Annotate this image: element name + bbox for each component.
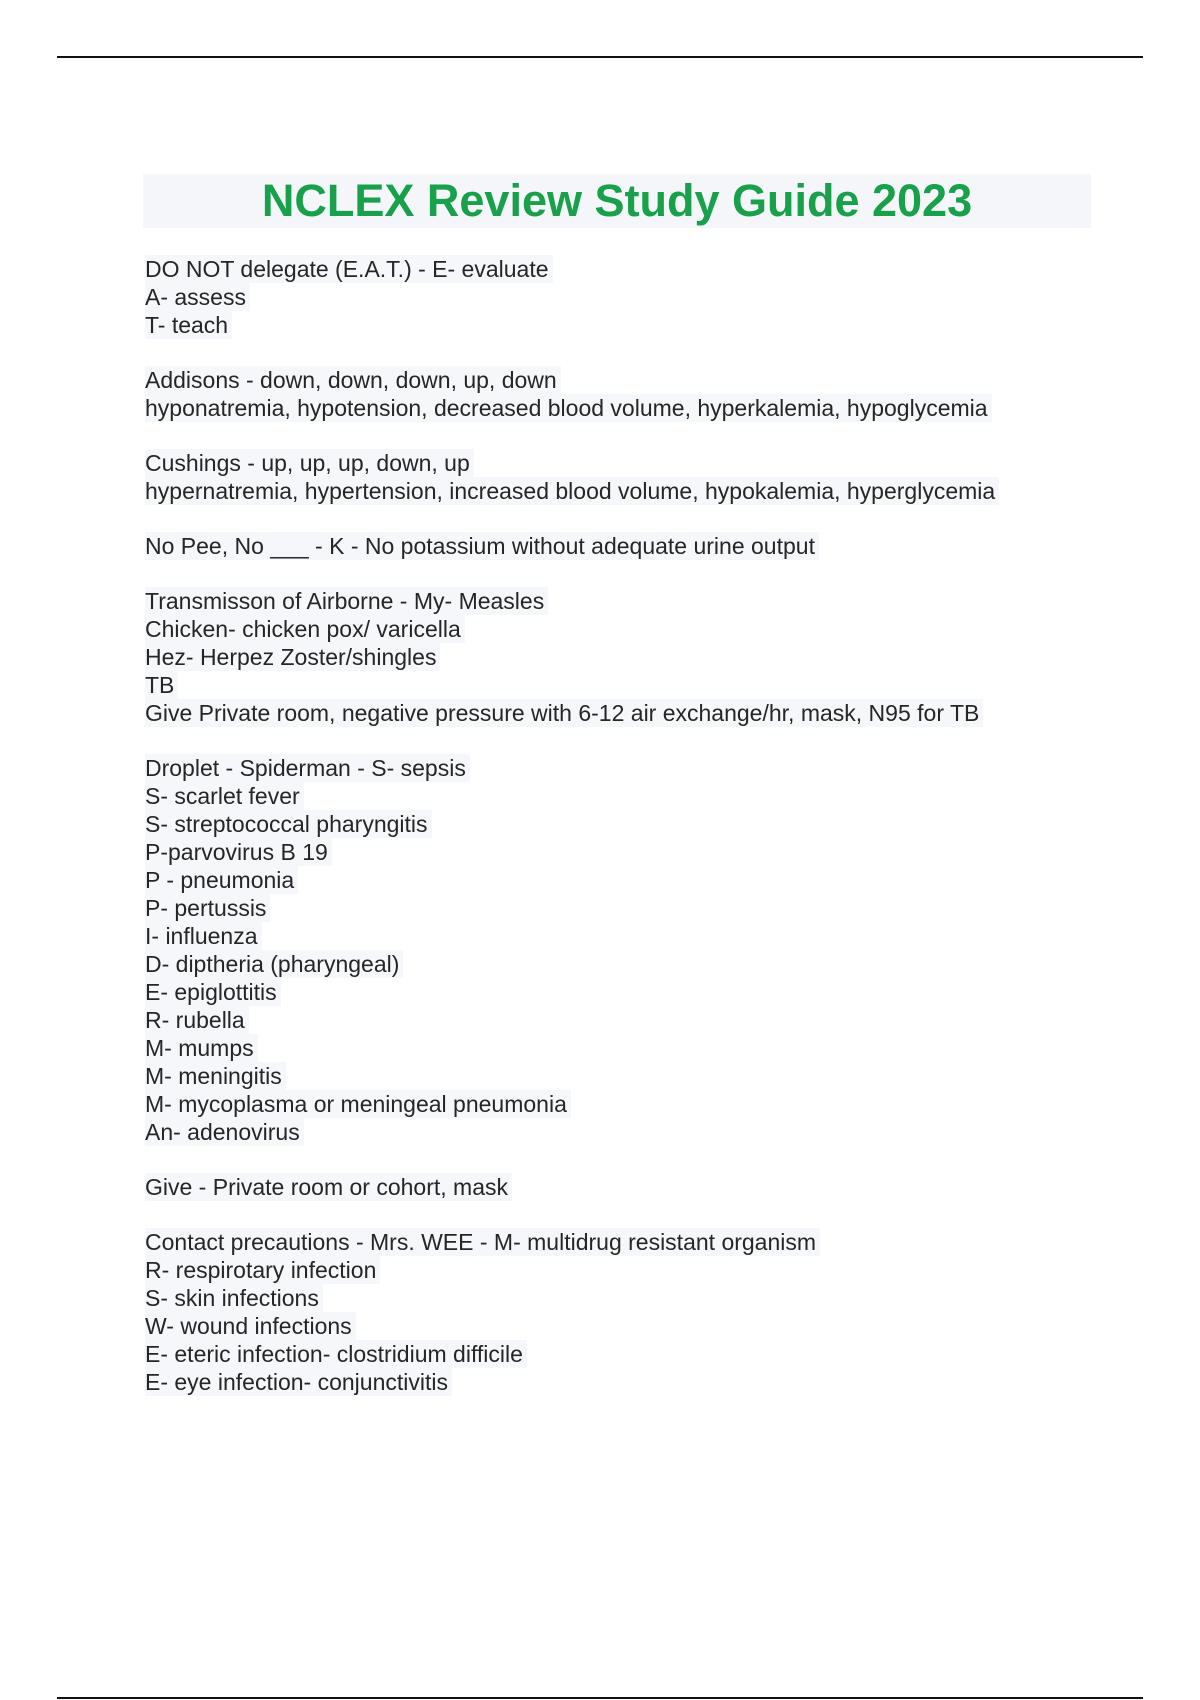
text-line: S- scarlet fever bbox=[145, 782, 304, 810]
text-line: DO NOT delegate (E.A.T.) - E- evaluate bbox=[145, 255, 553, 283]
text-line: An- adenovirus bbox=[145, 1118, 304, 1146]
section-cushings bbox=[145, 449, 1105, 505]
text-line: E- epiglottitis bbox=[145, 978, 281, 1006]
text-line: Chicken- chicken pox/ varicella bbox=[145, 615, 465, 643]
text-line: R- respirotary infection bbox=[145, 1256, 380, 1284]
section-airborne bbox=[145, 587, 1105, 727]
study-guide-content bbox=[145, 255, 1105, 1423]
text-line: S- skin infections bbox=[145, 1284, 323, 1312]
text-line: Give Private room, negative pressure with 6-12 air exchange/hr, mask, N95 for TB bbox=[145, 699, 983, 727]
text-line: P-parvovirus B 19 bbox=[145, 838, 332, 866]
text-line: Addisons - down, down, down, up, down bbox=[145, 366, 561, 394]
section-delegation bbox=[145, 255, 1105, 339]
text-line: Transmisson of Airborne - My- Measles bbox=[145, 587, 548, 615]
text-line: M- meningitis bbox=[145, 1062, 286, 1090]
text-line: M- mumps bbox=[145, 1034, 258, 1062]
section-addisons bbox=[145, 366, 1105, 422]
text-line: E- eye infection- conjunctivitis bbox=[145, 1368, 452, 1396]
text-line: hypernatremia, hypertension, increased blood volume, hypokalemia, hyperglycemia bbox=[145, 477, 999, 505]
text-line: Contact precautions - Mrs. WEE - M- multidrug resistant organism bbox=[145, 1228, 820, 1256]
text-line: P - pneumonia bbox=[145, 866, 298, 894]
text-line: A- assess bbox=[145, 283, 250, 311]
text-line: T- teach bbox=[145, 311, 232, 339]
text-line: Cushings - up, up, up, down, up bbox=[145, 449, 474, 477]
section-droplet-care bbox=[145, 1173, 1105, 1201]
bottom-rule bbox=[57, 1697, 1143, 1699]
text-line: P- pertussis bbox=[145, 894, 270, 922]
text-line: hyponatremia, hypotension, decreased blood volume, hyperkalemia, hypoglycemia bbox=[145, 394, 992, 422]
text-line: TB bbox=[145, 671, 178, 699]
text-line: E- eteric infection- clostridium difficile bbox=[145, 1340, 527, 1368]
page-title: NCLEX Review Study Guide 2023 bbox=[261, 175, 973, 226]
text-line: No Pee, No ___ - K - No potassium without adequate urine output bbox=[145, 532, 819, 560]
text-line: Hez- Herpez Zoster/shingles bbox=[145, 643, 440, 671]
section-droplet bbox=[145, 754, 1105, 1146]
text-line: D- diptheria (pharyngeal) bbox=[145, 950, 403, 978]
text-line: R- rubella bbox=[145, 1006, 249, 1034]
top-rule bbox=[57, 56, 1143, 58]
text-line: M- mycoplasma or meningeal pneumonia bbox=[145, 1090, 571, 1118]
text-line: I- influenza bbox=[145, 922, 262, 950]
text-line: W- wound infections bbox=[145, 1312, 356, 1340]
section-contact bbox=[145, 1228, 1105, 1396]
text-line: Droplet - Spiderman - S- sepsis bbox=[145, 754, 470, 782]
text-line: S- streptococcal pharyngitis bbox=[145, 810, 432, 838]
text-line: Give - Private room or cohort, mask bbox=[145, 1173, 512, 1201]
section-potassium bbox=[145, 532, 1105, 560]
